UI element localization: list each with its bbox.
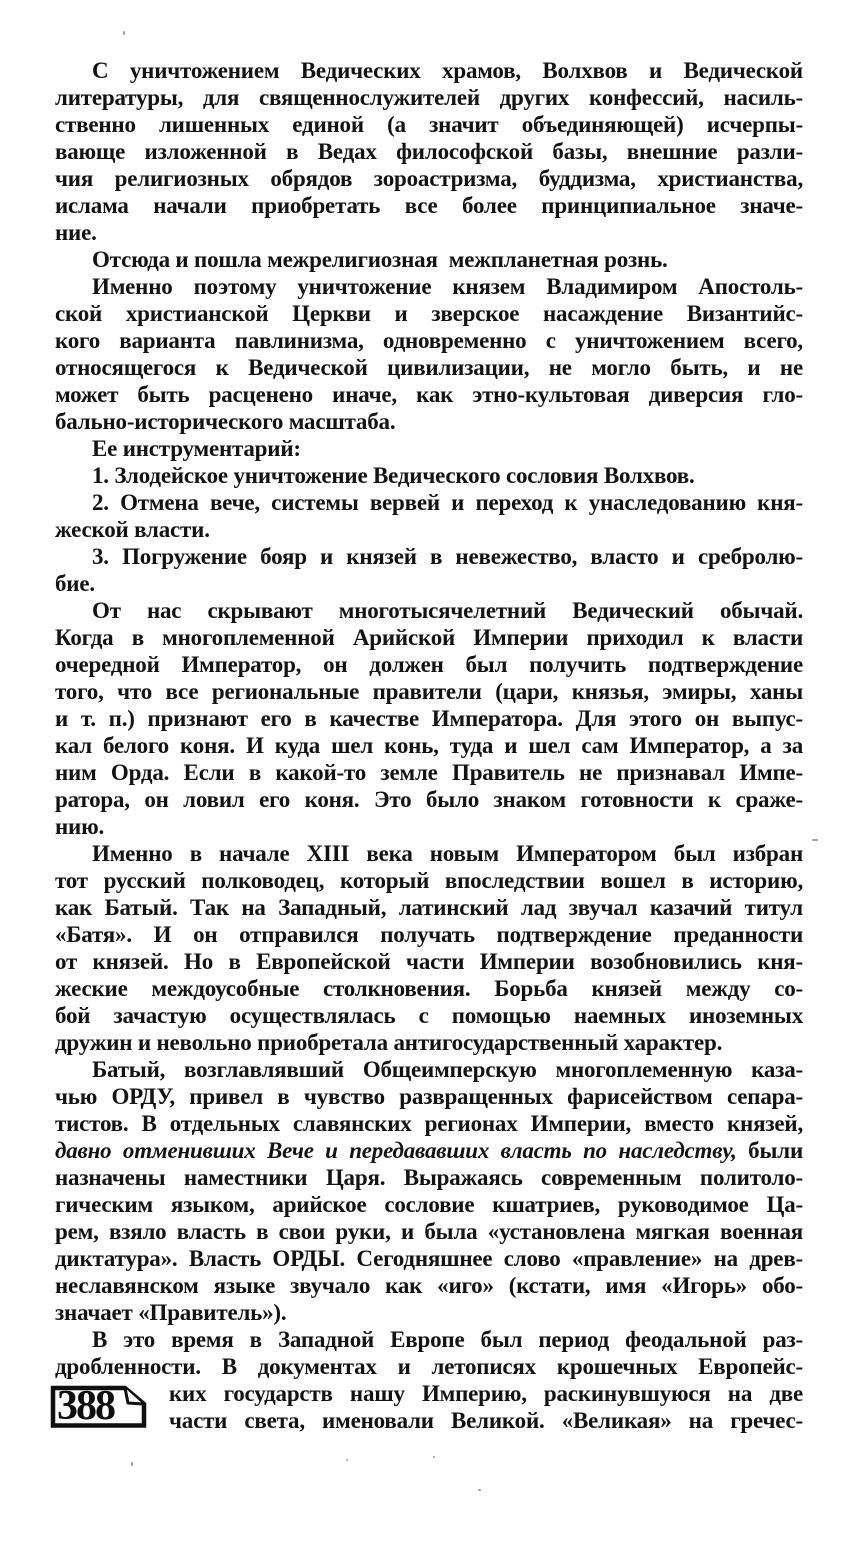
scan-speck xyxy=(346,1459,348,1461)
scan-speck xyxy=(123,31,125,35)
paragraph xyxy=(55,1056,803,1326)
paragraph xyxy=(55,435,803,462)
scan-speck xyxy=(812,839,818,841)
text-line: Именно поэтому уничтожение князем Владимиром Апостоль- xyxy=(92,274,803,299)
text-line: 2. Отмена вече, системы вервей и переход к унаследованию кня- xyxy=(92,490,803,515)
text-line: жеские междоусобные столкновения. Борьба князей между со- xyxy=(55,976,803,1001)
text-line: давно отменивших Вече и передававших власть по наследству, были xyxy=(55,1138,803,1163)
text-line: Ее инструментарий: xyxy=(92,436,301,461)
text-line: тот русский полководец, который впоследствии вошел в историю, xyxy=(55,868,803,893)
text-line: диктатура». Власть ОРДЫ. Сегодняшнее слово «правление» на древ- xyxy=(55,1246,803,1271)
paragraph xyxy=(55,246,803,273)
italic-text: давно отменивших Вече и передававших власть по наследству, xyxy=(55,1138,737,1163)
paragraph xyxy=(55,462,803,489)
text-line: чия религиозных обрядов зороастризма, буддизма, христианства, xyxy=(55,166,803,191)
text-line: тистов. В отдельных славянских регионах Империи, вместо князей, xyxy=(55,1111,803,1136)
text-line: кал белого коня. И куда шел конь, туда и шел сам Император, а за xyxy=(55,733,803,758)
scan-speck xyxy=(478,1489,481,1491)
text-line: бально-исторического масштаба. xyxy=(55,409,396,434)
text-line: очередной Император, он должен был получить подтверждение xyxy=(55,652,803,677)
text-line: ственно лишенных единой (а значит объединяющей) исчерпы- xyxy=(55,112,803,137)
text-line: Отсюда и пошла межрелигиозная межпланетная рознь. xyxy=(92,247,668,272)
text-line: С уничтожением Ведических храмов, Волхвов и Ведической xyxy=(92,58,803,83)
text-line: кого варианта павлинизма, одновременно с уничтожением всего, xyxy=(55,328,803,353)
page-number-badge xyxy=(49,1383,148,1430)
text-line: ним Орда. Если в какой-то земле Правитель не признавал Импе- xyxy=(55,760,803,785)
text-line: нию. xyxy=(55,814,105,839)
text-line: относящегося к Ведической цивилизации, не могло быть, и не xyxy=(55,355,803,380)
text-line: бой зачастую осуществлялась с помощью наемных иноземных xyxy=(55,1003,803,1028)
text-line: Именно в начале XIII века новым Императором был избран xyxy=(92,841,803,866)
text-line: того, что все региональные правители (цари, князья, эмиры, ханы xyxy=(55,679,803,704)
text-line: и т. п.) признают его в качестве Императора. Для этого он выпус- xyxy=(55,706,803,731)
paragraph xyxy=(55,489,803,543)
text-line: чью ОРДУ, привел в чувство развращенных фарисейством сепара- xyxy=(55,1084,803,1109)
paragraph xyxy=(55,273,803,435)
footer-lines xyxy=(169,1380,803,1434)
text-line: 1. Злодейское уничтожение Ведического сословия Волхвов. xyxy=(92,463,695,488)
text-line: ратора, он ловил его коня. Это было знаком готовности к сраже- xyxy=(55,787,803,812)
text-line: как Батый. Так на Западный, латинский лад звучал казачий титул xyxy=(55,895,803,920)
text-line: Когда в многоплеменной Арийской Империи приходил к власти xyxy=(55,625,803,650)
text-line: значает «Правитель»). xyxy=(55,1300,287,1325)
text-line: назначены наместники Царя. Выражаясь современным политоло- xyxy=(55,1165,803,1190)
paragraph xyxy=(55,57,803,246)
text-line: Батый, возглавлявший Общеимперскую многоплеменную каза- xyxy=(92,1057,803,1082)
text-line: от князей. Но в Европейской части Империи возобновились кня- xyxy=(55,949,803,974)
text-line: ской христианской Церкви и зверское насаждение Византийс- xyxy=(55,301,803,326)
text-line: рем, взяло власть в свои руки, и была «установлена мягкая военная xyxy=(55,1219,803,1244)
text-line: жеской власти. xyxy=(55,517,210,542)
text-line: В это время в Западной Европе был период феодальной раз- xyxy=(92,1327,803,1352)
text-line: дружин и невольно приобретала антигосударственный характер. xyxy=(55,1030,723,1055)
text-line: 3. Погружение бояр и князей в невежество, власто и сребролю- xyxy=(92,544,803,569)
text-line: ислама начали приобретать все более принципиальное значе- xyxy=(55,193,803,218)
paragraph xyxy=(55,597,803,840)
text-block xyxy=(55,57,803,1380)
text-line: гическим языком, арийское сословие кшатриев, руководимое Ца- xyxy=(55,1192,803,1217)
scan-speck xyxy=(131,1462,133,1466)
scan-speck xyxy=(433,1456,435,1458)
text-line: части света, именовали Великой. «Великая» на гречес- xyxy=(169,1408,803,1433)
text-line: неславянском языке звучало как «иго» (кстати, имя «Игорь» обо- xyxy=(55,1273,803,1298)
text-line: «Батя». И он отправился получать подтверждение преданности xyxy=(55,922,803,947)
text-line: От нас скрывают многотысячелетний Ведический обычай. xyxy=(92,598,803,623)
paragraph xyxy=(55,840,803,1056)
text-line: бие. xyxy=(55,571,95,596)
page-number: 388 xyxy=(57,1383,114,1430)
text-line: литературы, для священнослужителей других конфессий, насиль- xyxy=(55,85,803,110)
text-line: ние. xyxy=(55,220,97,245)
text-line: вающе изложенной в Ведах философской базы, внешние разли- xyxy=(55,139,803,164)
text-line: может быть расценено иначе, как этно-культовая диверсия гло- xyxy=(55,382,803,407)
paragraph xyxy=(55,543,803,597)
text-line: ких государств нашу Империю, раскинувшуюся на две xyxy=(169,1381,803,1406)
text-line: дробленности. В документах и летописях крошечных Европейс- xyxy=(55,1354,803,1379)
paragraph xyxy=(55,1326,803,1380)
footer-row xyxy=(55,1380,803,1434)
